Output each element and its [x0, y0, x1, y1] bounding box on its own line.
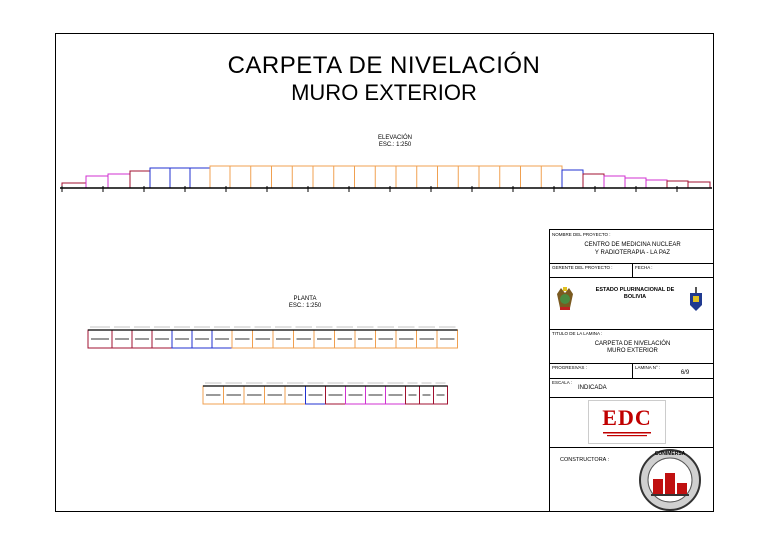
- elevation-panel: [190, 168, 210, 188]
- scale-value: INDICADA: [578, 385, 607, 391]
- title-block-divider: [550, 397, 714, 398]
- plan-panel-annotation: [235, 338, 250, 340]
- title-block-divider: [550, 378, 714, 379]
- plan-panel-annotation: [440, 338, 455, 340]
- plan-panel-annotation: [175, 338, 189, 340]
- sheet-title-line2: MURO EXTERIOR: [291, 80, 477, 105]
- plan-panel-annotation: [195, 338, 209, 340]
- plan-drawing-row-2: [203, 383, 448, 404]
- builder-label: CONSTRUCTORA :: [560, 457, 610, 463]
- plan-panel-annotation: [389, 394, 403, 396]
- plan-panel-annotation: [317, 338, 332, 340]
- title-block-divider: [632, 363, 633, 378]
- project-label: NOMBRE DEL PROYECTO :: [552, 232, 611, 237]
- plan-panel-annotation: [338, 338, 353, 340]
- sheet-title-value-line2: MURO EXTERIOR: [607, 348, 658, 354]
- elevation-title-text: ELEVACIÓN: [378, 135, 412, 141]
- plan-panel-annotation: [155, 338, 169, 340]
- plan-panel-annotation: [420, 338, 435, 340]
- edc-logo: [588, 400, 666, 444]
- elevation-panel: [583, 174, 604, 188]
- elevation-panel: [210, 166, 562, 188]
- plan-panel-annotation: [215, 338, 229, 340]
- elevation-panel: [170, 168, 190, 188]
- plan-panel-annotation: [369, 394, 383, 396]
- elevation-panel: [688, 182, 710, 188]
- plan-panel-annotation: [256, 338, 271, 340]
- plan-panel-annotation: [379, 338, 394, 340]
- plan-panel-annotation: [349, 394, 363, 396]
- plan-panel-annotation: [115, 338, 129, 340]
- plan-title-text: PLANTA: [293, 296, 317, 302]
- sheet-title-line1: CARPETA DE NIVELACIÓN: [227, 52, 541, 79]
- progressive-label: PROGRESIVAS :: [552, 365, 587, 370]
- edc-logo-subtitle-lines: [589, 431, 665, 441]
- plan-panel-annotation: [409, 394, 417, 396]
- plan-panel-annotation: [288, 394, 303, 396]
- title-block: [549, 229, 714, 512]
- elevation-scale-text: ESC.: 1:250: [378, 142, 412, 148]
- manager-label: GERENTE DEL PROYECTO :: [552, 265, 613, 270]
- title-block-divider: [632, 263, 633, 277]
- plan-panel-annotation: [329, 394, 343, 396]
- plan-panel-annotation: [227, 394, 242, 396]
- elevation-panel: [130, 171, 150, 188]
- plan-panel-annotation: [399, 338, 414, 340]
- plan-panel-annotation: [437, 394, 445, 396]
- department-shield-icon: [688, 287, 704, 313]
- elevation-drawing: [60, 166, 712, 192]
- conimersa-logo: [639, 449, 701, 511]
- plan-panel-annotation: [309, 394, 323, 396]
- scale-label: ESCALA :: [552, 380, 573, 385]
- elevation-panel: [86, 176, 108, 188]
- state-name-line2: BOLIVIA: [623, 294, 647, 300]
- plan-panel-annotation: [276, 338, 291, 340]
- plan-drawing-row-1: [88, 327, 458, 348]
- elevation-panel: [562, 170, 583, 188]
- sheet-number-label: LAMINA N° :: [635, 365, 661, 370]
- plan-panel-annotation: [423, 394, 431, 396]
- plan-panel-annotation: [297, 338, 312, 340]
- conimersa-logo-text: CONIMERSA: [654, 451, 686, 457]
- plan-panel-annotation: [135, 338, 149, 340]
- plan-panel-annotation: [358, 338, 373, 340]
- sheet-number-value: 6/9: [680, 370, 690, 376]
- elevation-panel: [646, 180, 667, 188]
- state-name-line1: ESTADO PLURINACIONAL DE: [595, 287, 675, 293]
- title-block-divider: [550, 277, 714, 278]
- date-label: FECHA :: [635, 265, 653, 270]
- project-name-line2: Y RADIOTERAPIA - LA PAZ: [594, 250, 671, 256]
- elevation-panel: [108, 174, 130, 188]
- plan-panel-annotation: [206, 394, 221, 396]
- elevation-panel: [604, 176, 625, 188]
- plan-scale-text: ESC.: 1:250: [288, 303, 322, 309]
- plan-panel-annotation: [91, 338, 109, 340]
- bolivia-coat-of-arms-icon: [556, 286, 574, 312]
- sheet-title-label: TITULO DE LA LAMINA :: [552, 331, 603, 336]
- plan-panel-annotation: [268, 394, 283, 396]
- sheet-title-value-line1: CARPETA DE NIVELACIÓN: [594, 341, 671, 347]
- title-block-divider: [550, 447, 714, 448]
- edc-logo-text: EDC: [602, 405, 652, 430]
- project-name-line1: CENTRO DE MEDICINA NUCLEAR: [584, 242, 681, 248]
- title-block-divider: [550, 329, 714, 330]
- elevation-panel: [150, 168, 170, 188]
- plan-panel-annotation: [247, 394, 262, 396]
